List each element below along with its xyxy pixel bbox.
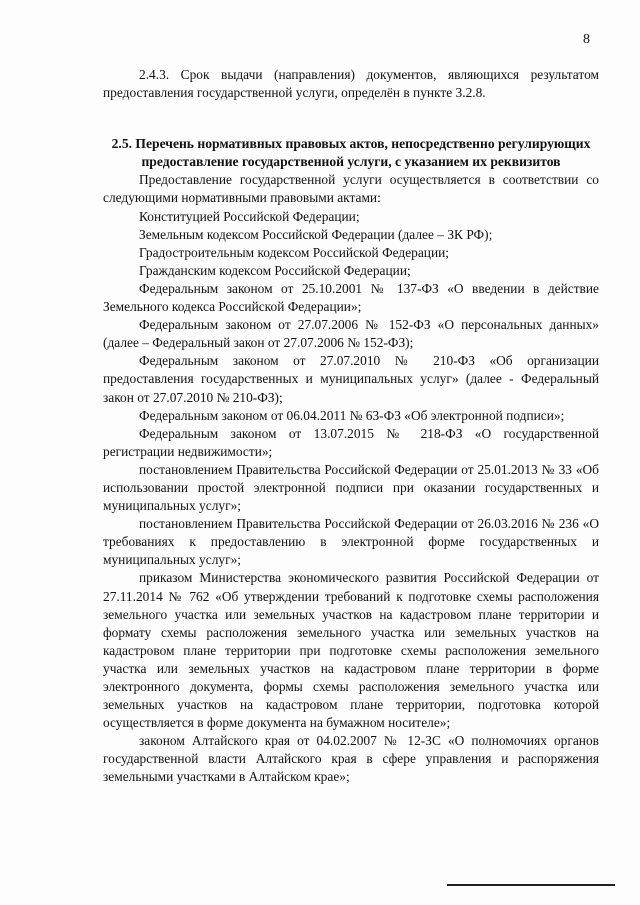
section-2-5-heading: 2.5. Перечень нормативных правовых актов, непосредственно регулирующих предоставление государственной услуги, с указанием их реквизитов bbox=[111, 136, 591, 170]
list-item: постановлением Правительства Российской Федерации от 26.03.2016 № 236 «О требованиях к предоставлению в электронной форме государственных и муниципальных услуг»; bbox=[103, 516, 599, 568]
list-item: Земельным кодексом Российской Федерации (далее – ЗК РФ); bbox=[139, 226, 493, 242]
section-2-4-3-paragraph: 2.4.3. Срок выдачи (направления) документов, являющихся результатом предоставления государственной услуги, определён в пункте 3.2.8. bbox=[103, 67, 599, 101]
list-item: законом Алтайского края от 04.02.2007 № 12-ЗС «О полномочиях органов государственной власти Алтайского края в сфере управления и распоряжения земельными участками в Алтайском крае»; bbox=[103, 733, 599, 785]
footer-divider bbox=[447, 884, 615, 886]
list-item: Федеральным законом от 13.07.2015 № 218-ФЗ «О государственной регистрации недвижимости»; bbox=[103, 425, 599, 459]
list-item: постановлением Правительства Российской Федерации от 25.01.2013 № 33 «Об использовании простой электронной подписи при оказании государственных и муниципальных услуг»; bbox=[103, 461, 599, 514]
document-body bbox=[103, 66, 599, 787]
list-item: Градостроительным кодексом Российской Федерации; bbox=[139, 244, 450, 260]
list-item: Федеральным законом от 27.07.2006 № 152-ФЗ «О персональных данных» (далее – Федеральный закон от 27.07.2006 № 152-ФЗ); bbox=[103, 317, 599, 351]
page-number: 8 bbox=[583, 32, 590, 47]
list-item: Федеральным законом от 06.04.2011 № 63-ФЗ «Об электронной подписи»; bbox=[139, 407, 565, 423]
list-item: Федеральным законом от 27.07.2010 № 210-ФЗ «Об организации предоставления государственных и муниципальных услуг» (далее - Федеральный закон от 27.07.2010 № 210-ФЗ); bbox=[103, 353, 599, 405]
list-item: Гражданским кодексом Российской Федерации; bbox=[139, 262, 411, 278]
normative-acts-list bbox=[103, 208, 599, 787]
intro-paragraph: Предоставление государственной услуги осуществляется в соответствии со следующими нормативными правовыми актами: bbox=[103, 172, 599, 206]
list-item: Конституцией Российской Федерации; bbox=[139, 208, 360, 224]
list-item: Федеральным законом от 25.10.2001 № 137-ФЗ «О введении в действие Земельного кодекса Российской Федерации»; bbox=[103, 280, 599, 315]
list-item: приказом Министерства экономического развития Российской Федерации от 27.11.2014 № 762 «Об утверждении требований к подготовке схемы расположения земельного участка или земельных участков на кадастровом плане территории и формату схемы расположения земельного участка или земельных участков на кадастровом плане территории при подготовке схемы расположения земельного участка или земельных участков на кадастровом плане территории в форме электронного документа, формы схемы расположения земельного участка или земельных участков на кадастровом плане территории, подготовка которой осуществляется в форме документа на бумажном носителе»; bbox=[103, 570, 599, 731]
